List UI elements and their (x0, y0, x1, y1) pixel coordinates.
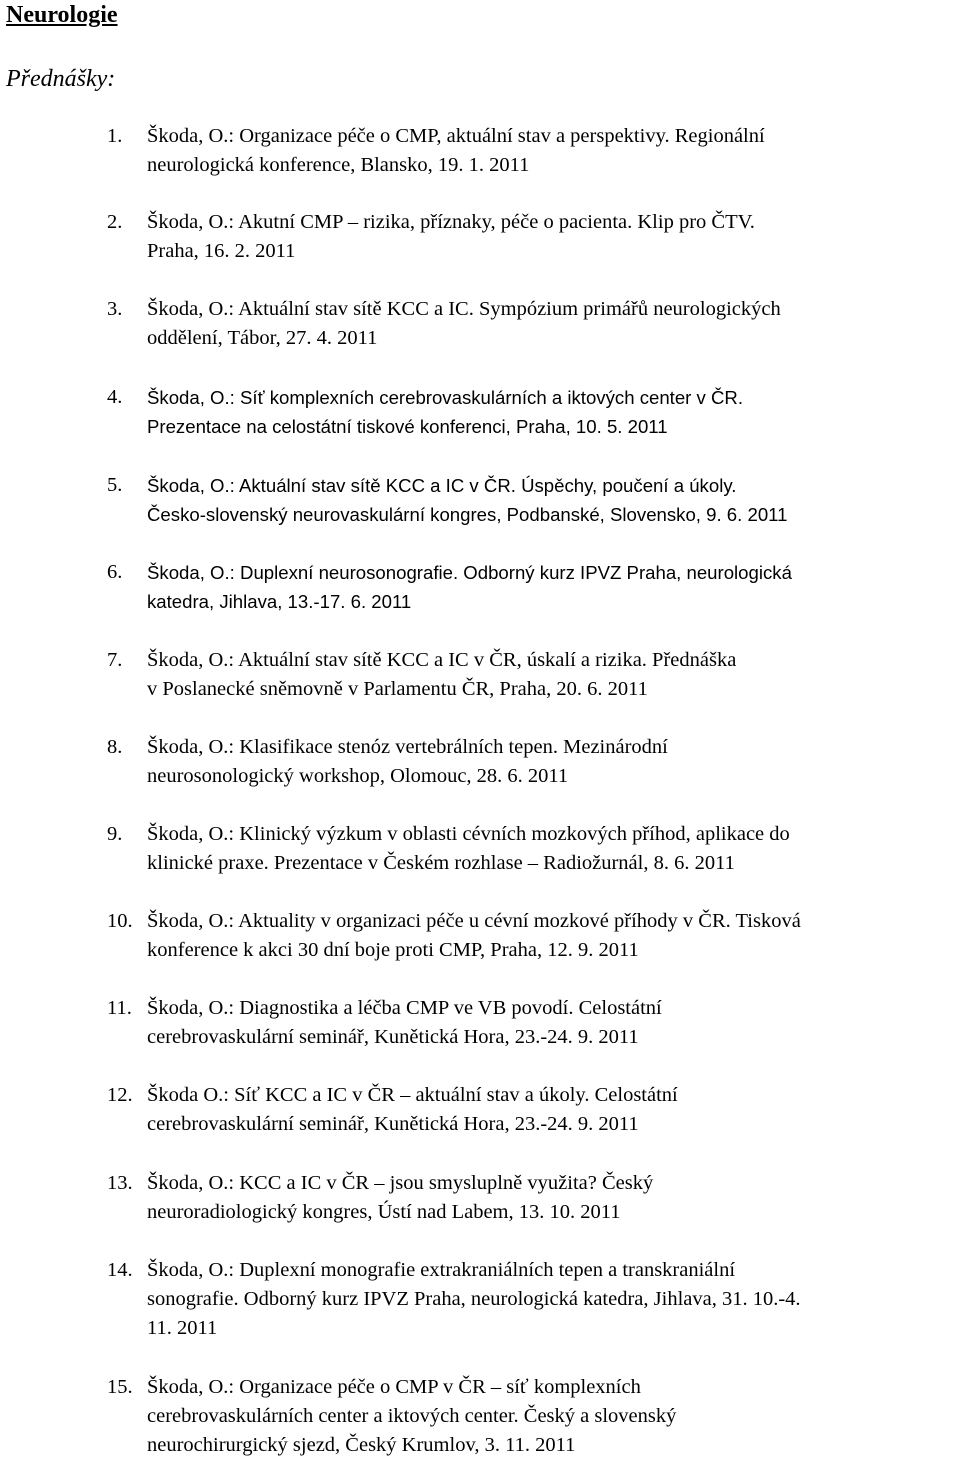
item-number: 15. (107, 1376, 133, 1398)
item-text (147, 994, 662, 1052)
item-line: Škoda, O.: Aktuální stav sítě KCC a IC. Sympózium primářů neurologických (147, 298, 781, 320)
item-line: Škoda, O.: Klasifikace stenóz vertebrálních tepen. Mezinárodní (147, 736, 668, 758)
item-line: katedra, Jihlava, 13.-17. 6. 2011 (147, 591, 412, 612)
item-text (147, 122, 765, 180)
item-text (147, 1081, 678, 1139)
item-line: Škoda, O.: Aktuální stav sítě KCC a IC v ČR. Úspěchy, poučení a úkoly. (147, 475, 737, 496)
item-number: 5. (107, 474, 123, 496)
item-text (147, 471, 787, 529)
item-number: 3. (107, 298, 123, 320)
item-line: 11. 2011 (147, 1317, 218, 1339)
item-line: Škoda, O.: Organizace péče o CMP v ČR – síť komplexních (147, 1376, 641, 1398)
item-number: 11. (107, 997, 132, 1019)
item-line: v Poslanecké sněmovně v Parlamentu ČR, Praha, 20. 6. 2011 (147, 678, 648, 700)
item-text (147, 646, 736, 704)
item-line: Škoda, O.: Organizace péče o CMP, aktuální stav a perspektivy. Regionální (147, 125, 765, 147)
page-title: Neurologie (6, 2, 118, 28)
item-number: 2. (107, 211, 123, 233)
item-line: klinické praxe. Prezentace v Českém rozhlase – Radiožurnál, 8. 6. 2011 (147, 852, 735, 874)
item-number: 8. (107, 736, 123, 758)
item-number: 12. (107, 1084, 133, 1106)
item-line: neurologická konference, Blansko, 19. 1. 2011 (147, 154, 530, 176)
item-text (147, 1256, 801, 1343)
item-line: cerebrovaskulární seminář, Kunětická Hora, 23.-24. 9. 2011 (147, 1026, 639, 1048)
item-line: Praha, 16. 2. 2011 (147, 240, 296, 262)
item-text (147, 558, 792, 616)
item-line: cerebrovaskulární seminář, Kunětická Hora, 23.-24. 9. 2011 (147, 1113, 639, 1135)
item-text (147, 733, 668, 791)
item-line: Škoda O.: Síť KCC a IC v ČR – aktuální stav a úkoly. Celostátní (147, 1084, 678, 1106)
item-line: cerebrovaskulárních center a iktových center. Český a slovenský (147, 1405, 677, 1427)
item-line: Škoda, O.: Duplexní neurosonografie. Odborný kurz IPVZ Praha, neurologická (147, 562, 792, 583)
item-line: Škoda, O.: Akutní CMP – rizika, příznaky, péče o pacienta. Klip pro ČTV. (147, 211, 755, 233)
item-line: neuroradiologický kongres, Ústí nad Labem, 13. 10. 2011 (147, 1201, 621, 1223)
item-number: 1. (107, 125, 123, 147)
item-line: Škoda, O.: Síť komplexních cerebrovaskulárních a iktových center v ČR. (147, 387, 744, 408)
item-text (147, 295, 781, 353)
item-line: Škoda, O.: Aktuality v organizaci péče u cévní mozkové příhody v ČR. Tisková (147, 910, 801, 932)
item-number: 7. (107, 649, 123, 671)
item-number: 14. (107, 1259, 133, 1281)
item-line: Škoda, O.: Klinický výzkum v oblasti cévních mozkových příhod, aplikace do (147, 823, 790, 845)
item-line: neurochirurgický sjezd, Český Krumlov, 3. 11. 2011 (147, 1434, 576, 1456)
item-line: Škoda, O.: KCC a IC v ČR – jsou smysluplně využita? Český (147, 1172, 654, 1194)
item-line: Škoda, O.: Diagnostika a léčba CMP ve VB povodí. Celostátní (147, 997, 662, 1019)
section-subtitle: Přednášky: (6, 66, 116, 92)
item-line: Škoda, O.: Duplexní monografie extrakraniálních tepen a transkraniální (147, 1259, 736, 1281)
item-number: 6. (107, 561, 123, 583)
item-line: oddělení, Tábor, 27. 4. 2011 (147, 327, 378, 349)
item-text (147, 907, 801, 965)
item-line: sonografie. Odborný kurz IPVZ Praha, neurologická katedra, Jihlava, 31. 10.-4. (147, 1288, 801, 1310)
item-line: Prezentace na celostátní tiskové konferenci, Praha, 10. 5. 2011 (147, 416, 668, 437)
item-number: 10. (107, 910, 133, 932)
item-text (147, 1169, 653, 1227)
item-line: Škoda, O.: Aktuální stav sítě KCC a IC v ČR, úskalí a rizika. Přednáška (147, 649, 737, 671)
item-text (147, 1373, 676, 1460)
item-line: konference k akci 30 dní boje proti CMP, Praha, 12. 9. 2011 (147, 939, 639, 961)
item-line: neurosonologický workshop, Olomouc, 28. 6. 2011 (147, 765, 569, 787)
item-number: 13. (107, 1172, 133, 1194)
item-text (147, 208, 755, 266)
item-text (147, 820, 790, 878)
item-number: 9. (107, 823, 123, 845)
item-line: Česko-slovenský neurovaskulární kongres, Podbanské, Slovensko, 9. 6. 2011 (147, 504, 788, 525)
item-text (147, 383, 743, 441)
item-number: 4. (107, 386, 123, 408)
